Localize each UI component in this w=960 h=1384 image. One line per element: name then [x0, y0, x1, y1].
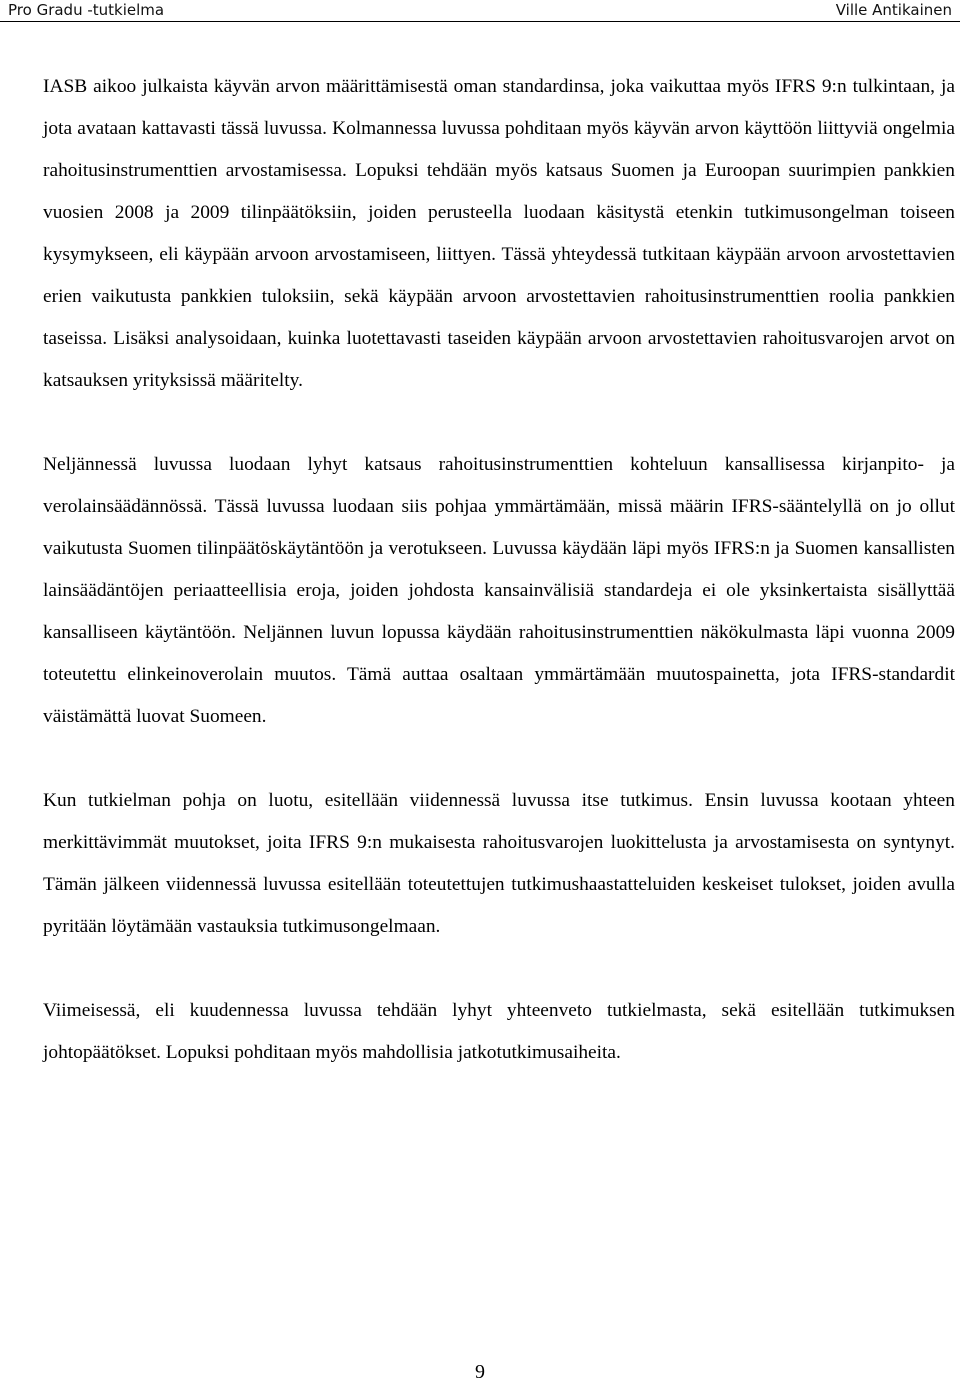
body-text	[43, 66, 955, 1116]
header-divider	[0, 21, 960, 22]
header-author: Ville Antikainen	[835, 1, 952, 19]
paragraph-chapter-three: IASB aikoo julkaista käyvän arvon määrittämisestä oman standardinsa, joka vaikuttaa myös IFRS 9:n tulkintaan, ja jota avataan kattavasti tässä luvussa. Kolmannessa luvussa pohditaan myös käyvän arvon käyttöön liittyviä ongelmia rahoitusinstrumenttien arvostamisessa. Lopuksi tehdään myös katsaus Suomen ja Euroopan suurimpien pankkien vuosien 2008 ja 2009 tilinpäätöksiin, joiden perusteella luodaan käsitystä etenkin tutkimusongelman toiseen kysymykseen, eli käypään arvoon arvostamiseen, liittyen. Tässä yhteydessä tutkitaan käypään arvoon arvostettavien erien vaikutusta pankkien tuloksiin, sekä käypään arvoon arvostettavien rahoitusinstrumenttien roolia pankkien taseissa. Lisäksi analysoidaan, kuinka luotettavasti taseiden käypään arvoon arvostettavien rahoitusvarojen arvot on katsauksen yrityksissä määritelty.	[43, 76, 955, 391]
paragraph-chapter-five: Kun tutkielman pohja on luotu, esitellään viidennessä luvussa itse tutkimus. Ensin luvussa kootaan yhteen merkittävimmät muutokset, joita IFRS 9:n mukaisesta rahoitusvarojen luokittelusta ja arvostamisesta on syntynyt. Tämän jälkeen viidennessä luvussa esitellään toteutettujen tutkimushaastatteluiden keskeiset tulokset, joiden avulla pyritään löytämään vastauksia tutkimusongelmaan.	[43, 790, 955, 937]
paragraph-chapter-six: Viimeisessä, eli kuudennessa luvussa tehdään lyhyt yhteenveto tutkielmasta, sekä esitellään tutkimuksen johtopäätökset. Lopuksi pohditaan myös mahdollisia jatkotutkimusaiheita.	[43, 1000, 955, 1063]
header-document-type: Pro Gradu -tutkielma	[8, 1, 165, 19]
running-header	[0, 0, 960, 22]
page-number: 9	[475, 1361, 485, 1383]
paragraph-chapter-four: Neljännessä luvussa luodaan lyhyt katsaus rahoitusinstrumenttien kohteluun kansallisessa kirjanpito- ja verolainsäädännössä. Tässä luvussa luodaan siis pohjaa ymmärtämään, missä määrin IFRS-sääntelyllä on jo ollut vaikutusta Suomen tilinpäätöskäytäntöön ja verotukseen. Luvussa käydään läpi myös IFRS:n ja Suomen kansallisten lainsäädäntöjen periaatteellisia eroja, joiden johdosta kansainvälisiä standardeja ei ole yksinkertaista sisällyttää kansalliseen käytäntöön. Neljännen luvun lopussa käydään rahoitusinstrumenttien näkökulmasta läpi vuonna 2009 toteutettu elinkeinoverolain muutos. Tämä auttaa osaltaan ymmärtämään muutospainetta, jota IFRS-standardit väistämättä luovat Suomeen.	[43, 454, 955, 727]
